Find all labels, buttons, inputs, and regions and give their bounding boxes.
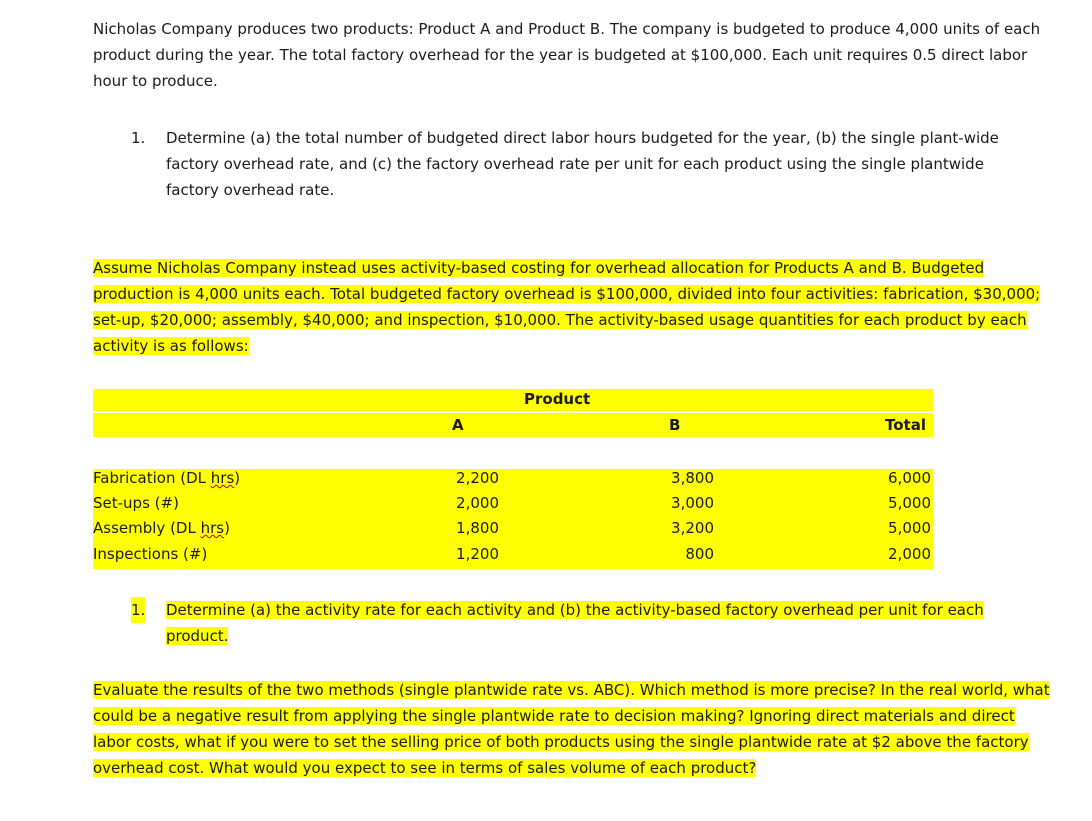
table-cell-total: 2,000 <box>888 545 931 563</box>
table-row-label-suffix: ) <box>234 469 241 487</box>
table-cell-a: 1,800 <box>456 519 499 537</box>
intro-paragraph: Nicholas Company produces two products: Product A and Product B. The company is budgeted to produce 4,000 units of each product during the year. The total factory overhead for the year is budgeted at $100,000. Each unit requires 0.5 direct labor hour to produce. <box>93 20 1041 90</box>
evaluation-paragraph <box>93 677 1053 781</box>
question-2-text: Determine (a) the activity rate for each activity and (b) the activity-based factory overhead per unit for each product. <box>166 601 984 645</box>
question-2-number: 1. <box>131 597 145 623</box>
table-row-label-text: Fabrication (DL <box>93 469 211 487</box>
question-2-text-wrap <box>166 597 1016 649</box>
table-cell-a: 1,200 <box>456 545 499 563</box>
evaluation-text: Evaluate the results of the two methods (single plantwide rate vs. ABC). Which method is more precise? In the real world, what could be a negative result from applying the single plantwide rate to decision making? Ignoring direct materials and direct labor costs, what if you were to set the selling price of both products using the single plantwide rate at $2 above the factory overhead cost. What would you expect to see in terms of sales volume of each product? <box>93 681 1050 777</box>
table-row-label-text: Set-ups (#) <box>93 494 179 512</box>
question-1-text: Determine (a) the total number of budgeted direct labor hours budgeted for the year, (b) the single plant-wide factory overhead rate, and (c) the factory overhead rate per unit for each product using the single plantwide factory overhead rate. <box>166 129 999 199</box>
table-group-header: Product <box>524 390 591 408</box>
table-row-label-text: Assembly (DL <box>93 519 201 537</box>
table-row-label-abbrev: hrs <box>200 519 225 537</box>
abc-intro-text: Assume Nicholas Company instead uses activity-based costing for overhead allocation for Products A and B. Budgeted production is 4,000 units each. Total budgeted factory overhead is $100,000, divided into four activities: fabrication, $30,000; set-up, $20,000; assembly, $40,000; and inspection, $10,000. The activity-based usage quantities for each product by each activity is as follows: <box>93 259 1041 355</box>
table-col-total: Total <box>885 416 926 434</box>
table-header-band-2 <box>93 413 933 437</box>
table-row-label <box>93 519 230 537</box>
table-cell-a: 2,000 <box>456 494 499 512</box>
abc-intro-paragraph <box>93 255 1053 359</box>
table-cell-total: 5,000 <box>888 519 931 537</box>
table-cell-total: 5,000 <box>888 494 931 512</box>
table-row-label <box>93 494 179 512</box>
table-cell-total: 6,000 <box>888 469 931 487</box>
table-row-label-abbrev: hrs <box>210 469 235 487</box>
table-header-band-1 <box>93 389 933 411</box>
question-1-number: 1. <box>131 129 146 147</box>
table-row-label <box>93 545 207 563</box>
table-cell-b: 3,800 <box>671 469 714 487</box>
table-col-b: B <box>669 416 681 434</box>
table-col-a: A <box>452 416 464 434</box>
table-row-label-text: Inspections (#) <box>93 545 208 563</box>
table-row-label <box>93 469 240 487</box>
table-row-label-suffix: ) <box>224 519 230 537</box>
table-cell-b: 800 <box>685 545 714 563</box>
table-cell-b: 3,000 <box>671 494 714 512</box>
table-cell-a: 2,200 <box>456 469 499 487</box>
table-cell-b: 3,200 <box>671 519 714 537</box>
